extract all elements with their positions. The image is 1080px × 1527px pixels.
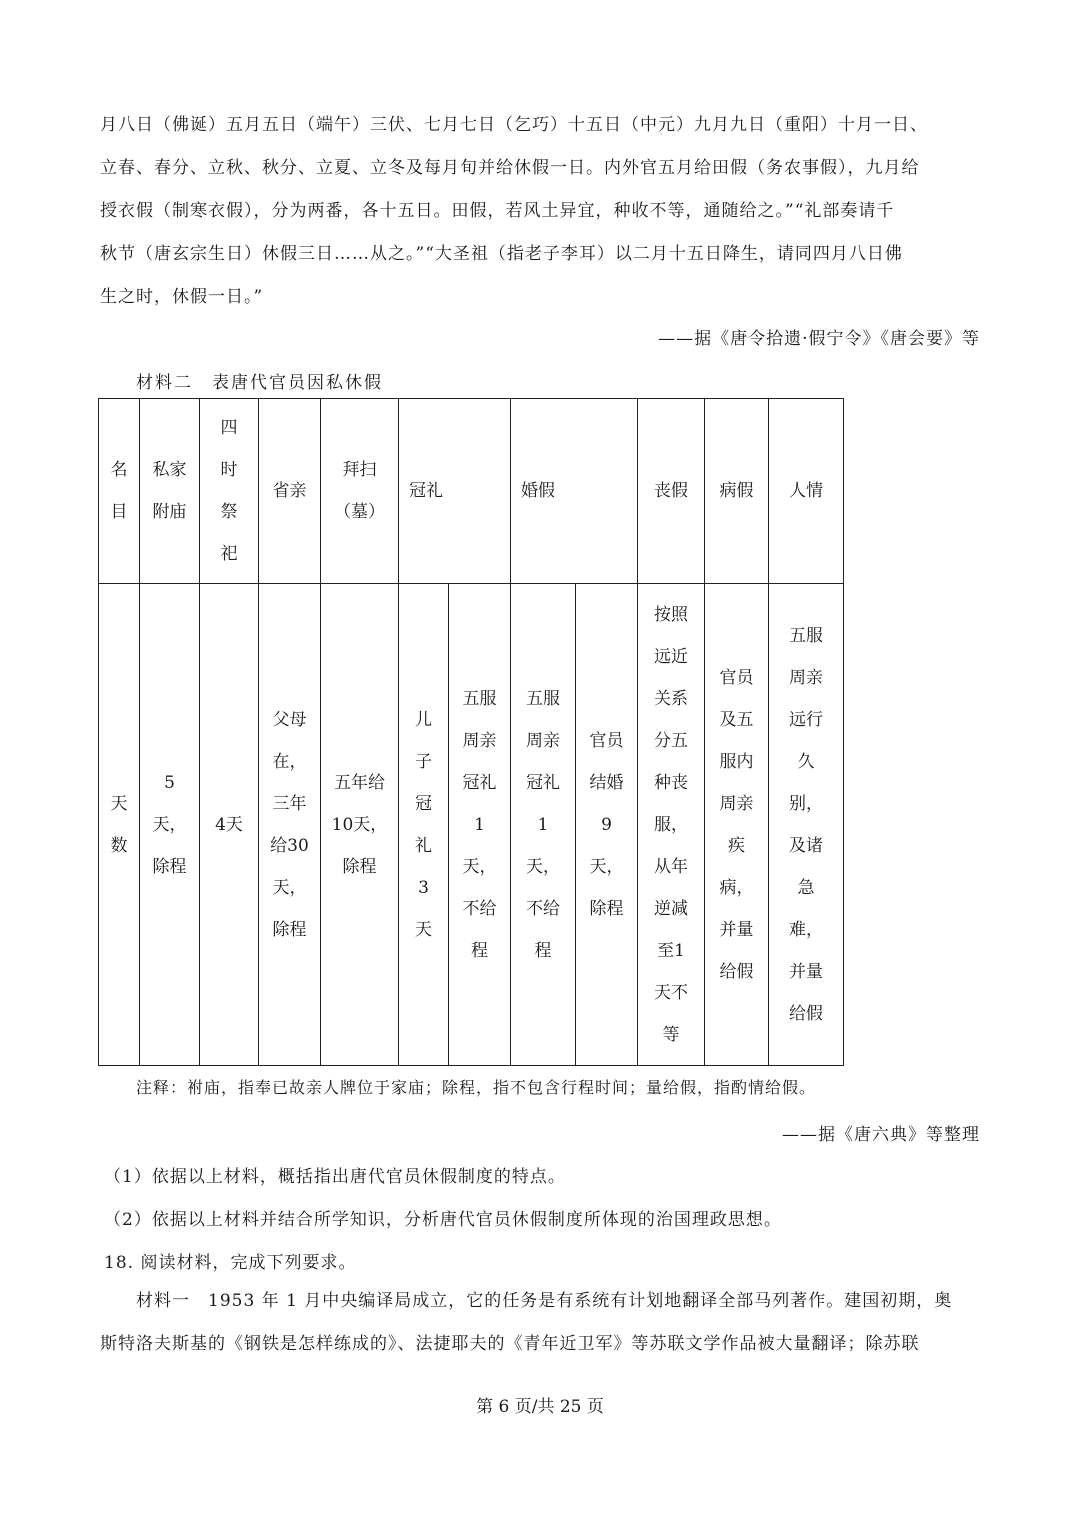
- table-header-row: [99, 399, 844, 584]
- intro-line: 生之时，休假一日。”: [100, 287, 264, 307]
- row-label-tianshu: 天数: [110, 793, 128, 856]
- header-xingqin: 省亲: [272, 481, 307, 501]
- cell-xingqin: 父母在，三年给30天，除程: [270, 709, 309, 940]
- header-sangjia: 丧假: [654, 481, 688, 501]
- header-guanli: 冠礼: [409, 481, 443, 501]
- cell-hunjia-b: 官员结婚9天，除程: [589, 730, 624, 919]
- table-caption: 材料二 表唐代官员因私休假: [136, 373, 383, 393]
- question-18-heading: 18. 阅读材料，完成下列要求。: [104, 1253, 357, 1273]
- intro-line: 月八日（佛诞）五月五日（端午）三伏、七月七日（乞巧）十五日（中元）九月九日（重阳）十月一日、: [100, 115, 928, 135]
- row-label-mingmu: 名目: [110, 460, 128, 522]
- page-footer: 第 6 页/共 25 页: [476, 1397, 604, 1417]
- cell-bingjia: 官员及五服内周亲疾病，并量给假: [719, 667, 754, 982]
- cell-guanli-b: 五服周亲冠礼1天，不给程: [462, 688, 497, 961]
- header-fumiao: 私家附庙: [152, 460, 187, 522]
- cell-fumiao: 5天，除程: [152, 772, 187, 877]
- cell-guanli-a: 儿子冠礼3天: [414, 709, 432, 940]
- cell-sishi: 4天: [215, 814, 243, 835]
- cell-hunjia-a: 五服周亲冠礼1天，不给程: [525, 688, 560, 961]
- intro-paragraph: [100, 104, 980, 319]
- material1-line: 材料一 1953 年 1 月中央编译局成立，它的任务是有系统有计划地翻译全部马列著作。建国初期，奥: [136, 1291, 953, 1311]
- material1-paragraph: [100, 1280, 980, 1366]
- table-data-row: [99, 584, 844, 1066]
- cell-sangjia: 按照远近关系分五种丧服，从年逆减至1天不等: [653, 604, 688, 1045]
- leave-table: [98, 398, 844, 1066]
- source-citation-2: ——据《唐六典》等整理: [782, 1125, 980, 1145]
- header-baisao: 拜扫（墓）: [333, 460, 385, 522]
- source-citation-1: ——据《唐令拾遗·假宁令》《唐会要》等: [658, 329, 980, 349]
- table-note: 注释：祔庙，指奉已故亲人牌位于家庙；除程，指不包含行程时间；量给假，指酌情给假。: [136, 1078, 817, 1097]
- question-2: （2）依据以上材料并结合所学知识，分析唐代官员休假制度所体现的治国理政思想。: [104, 1210, 782, 1230]
- intro-line: 立春、春分、立秋、秋分、立夏、立冬及每月旬并给休假一日。内外官五月给田假（务农事假），九月给: [100, 158, 920, 178]
- header-renqing: 人情: [789, 481, 823, 501]
- cell-baisao: 五年给10天，除程: [331, 772, 388, 877]
- cell-renqing: 五服周亲远行久别，及诸急难，并量给假: [788, 625, 823, 1024]
- question-1: （1）依据以上材料，概括指出唐代官员休假制度的特点。: [104, 1167, 566, 1187]
- material1-line: 斯特洛夫斯基的《钢铁是怎样练成的》、法捷耶夫的《青年近卫军》等苏联文学作品被大量翻译；除苏联: [100, 1334, 920, 1354]
- header-sishi: 四时祭祀: [220, 418, 238, 564]
- intro-line: 授衣假（制寒衣假），分为两番，各十五日。田假，若风土异宜，种收不等，通随给之。”“礼部奏请千: [100, 201, 895, 221]
- header-bingjia: 病假: [719, 481, 754, 501]
- intro-line: 秋节（唐玄宗生日）休假三日……从之。”“大圣祖（指老子李耳）以二月十五日降生，请同四月八日佛: [100, 244, 903, 264]
- header-hunjia: 婚假: [521, 481, 555, 501]
